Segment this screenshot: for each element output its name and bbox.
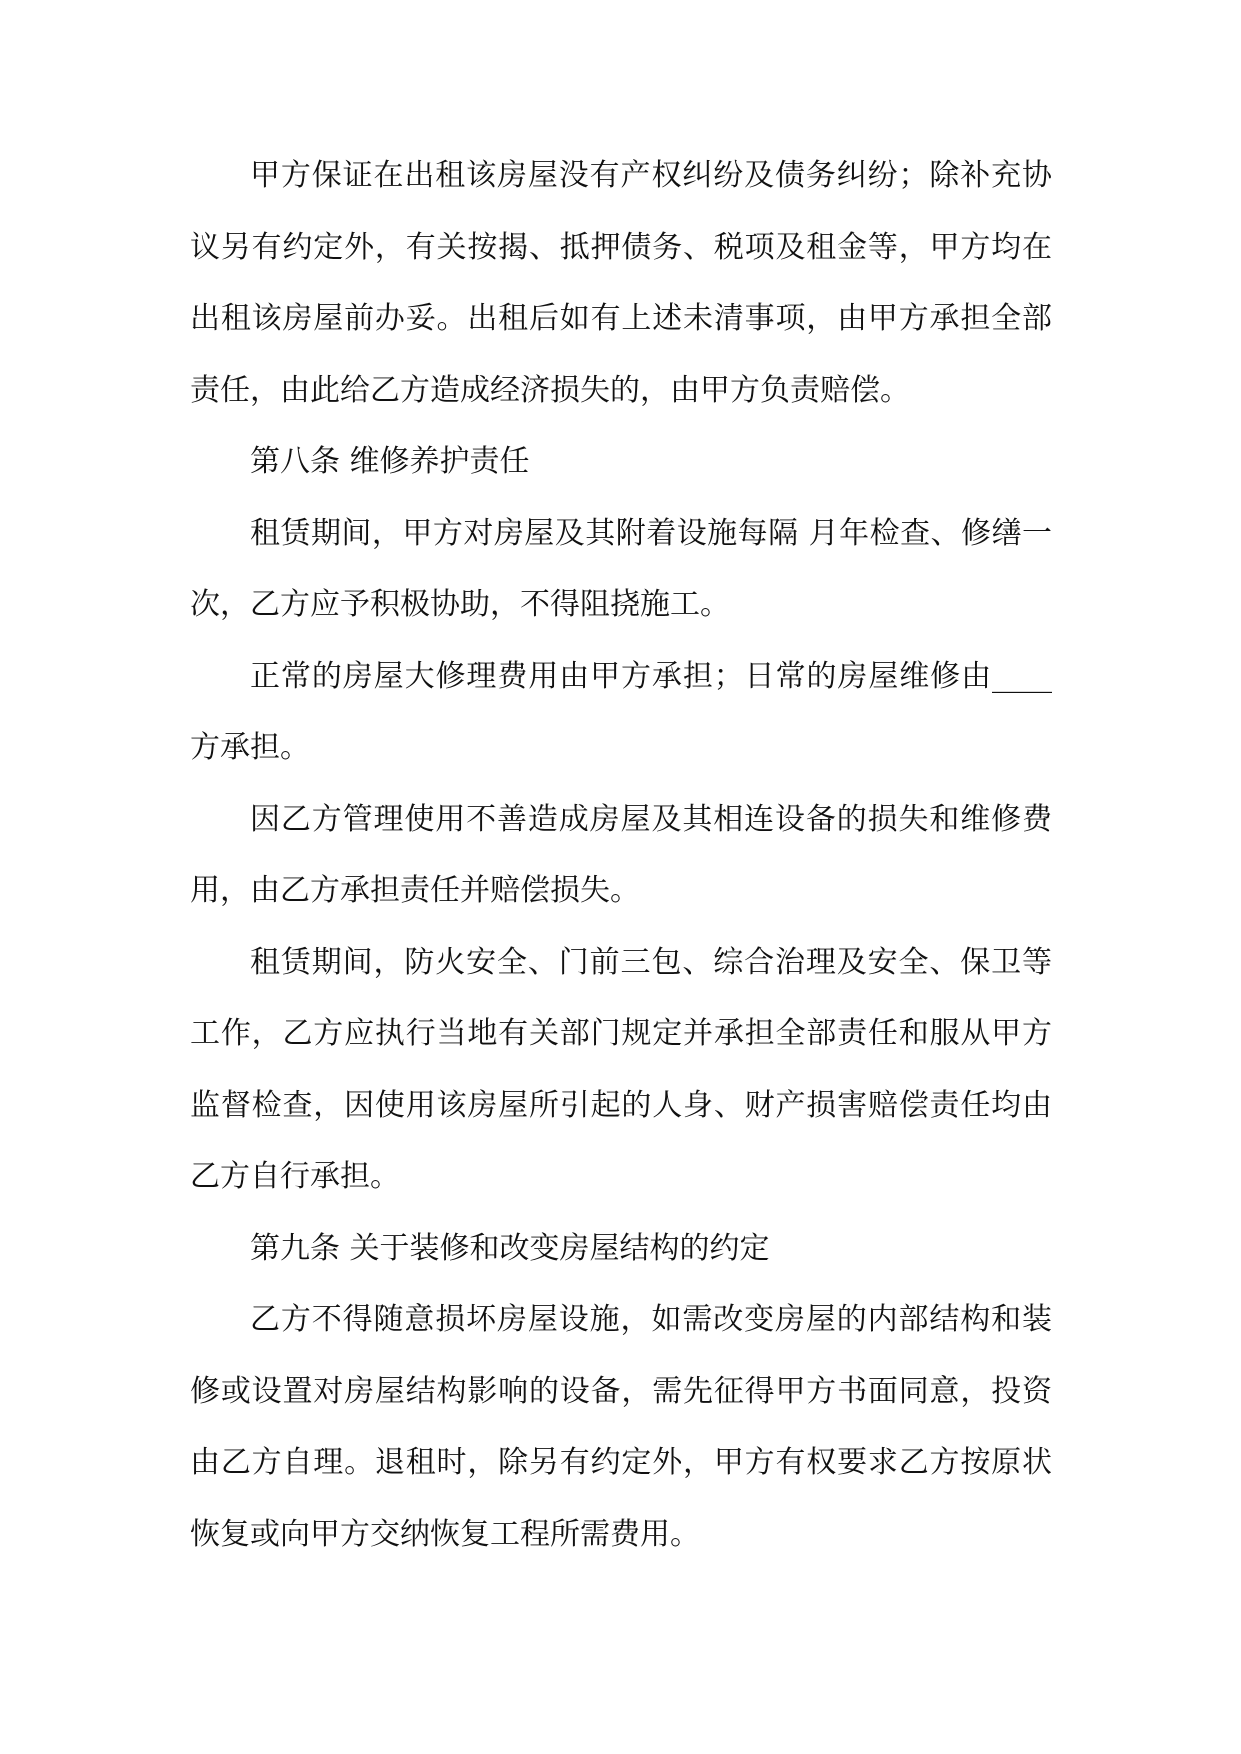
- paragraph-safety-duties: 租赁期间，防火安全、门前三包、综合治理及安全、保卫等工作，乙方应执行当地有关部门规定并承担全部责任和服从甲方监督检查，因使用该房屋所引起的人身、财产损害赔偿责任均由乙方自行承担。: [190, 944, 1052, 1194]
- article-8-heading: 第八条 维修养护责任: [250, 444, 530, 479]
- paragraph-tenant-damage: 因乙方管理使用不善造成房屋及其相连设备的损失和维修费用，由乙方承担责任并赔偿损失。: [190, 801, 1052, 908]
- article-9-heading: 第九条 关于装修和改变房屋结构的约定: [250, 1230, 770, 1266]
- paragraph-renovation: 乙方不得随意损坏房屋设施，如需改变房屋的内部结构和装修或设置对房屋结构影响的设备，需先征得甲方书面同意，投资由乙方自理。退租时，除另有约定外，甲方有权要求乙方按原状恢复或向甲方交纳恢复工程所需费用。: [190, 1302, 1052, 1552]
- paragraph-inspection: 租赁期间，甲方对房屋及其附着设施每隔 月年检查、修缮一次，乙方应予积极协助，不得阻挠施工。: [190, 515, 1052, 622]
- paragraph-landlord-guarantee: 甲方保证在出租该房屋没有产权纠纷及债务纠纷；除补充协议另有约定外，有关按揭、抵押债务、税项及租金等，甲方均在出租该房屋前办妥。出租后如有上述未清事项，由甲方承担全部责任，由此给乙方造成经济损失的，由甲方负责赔偿。: [190, 158, 1052, 408]
- paragraph-repair-costs: 正常的房屋大修理费用由甲方承担；日常的房屋维修由____方承担。: [190, 658, 1052, 765]
- document-body: [190, 140, 1052, 1570]
